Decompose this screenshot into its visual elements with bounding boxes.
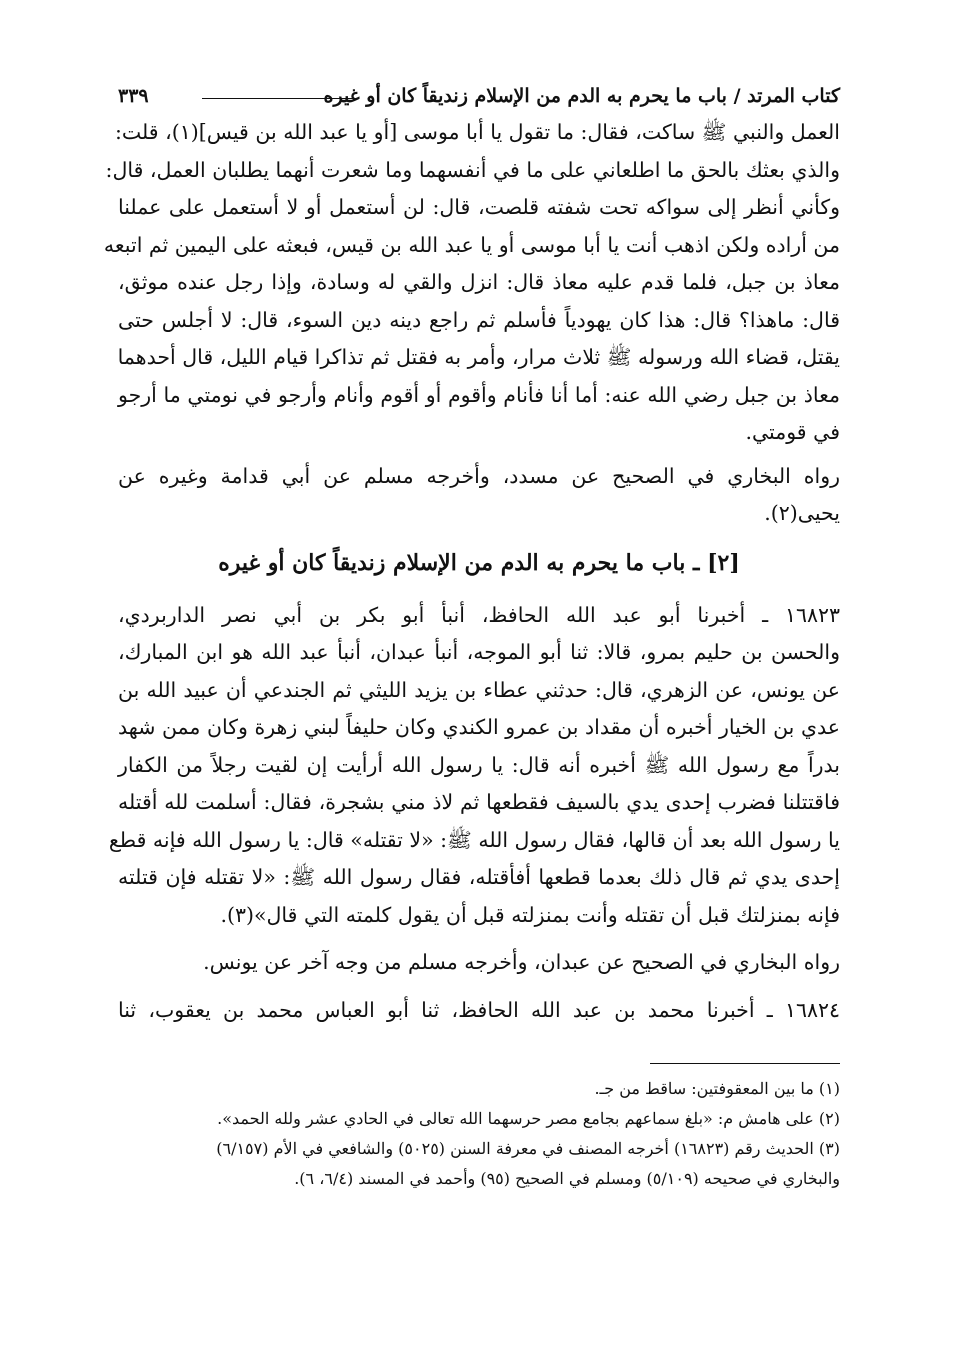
paragraph-hadith-16823 [108, 597, 840, 935]
text-line: عدي بن الخيار أخبره أن مقداد بن عمرو الكندي وكان حليفاً لبني زهرة وكان ممن شهد [118, 715, 840, 739]
footnote-divider [650, 1063, 840, 1064]
text-line: رواه البخاري في الصحيح عن عبدان، وأخرجه مسلم من وجه آخر عن يونس. [203, 950, 840, 974]
paragraph-narration-note [118, 458, 840, 533]
text-line: والذي بعثك بالحق ما اطلعاني على ما في أنفسهما وما شعرت أنهما يطلبان العمل، قال: [105, 157, 840, 182]
text-line: معاذ بن جبل رضي الله عنه: أما أنا فأنام وأقوم أو أقوم وأنام وأرجو في نومتي ما أرجو [118, 382, 840, 407]
text-line: في قومتي. [745, 420, 840, 444]
footnote-item: (١) ما بين المعقوفتين: ساقط من جـ. [594, 1079, 840, 1098]
paragraph-hadith-16824 [118, 992, 840, 1030]
footnotes [118, 1074, 840, 1194]
paragraph-hadith-continuation [103, 114, 840, 452]
running-head [118, 78, 840, 114]
text-line: ١٦٨٢٤ ـ أخبرنا محمد بن عبد الله الحافظ، ثنا أبو العباس محمد بن يعقوب، ثنا [118, 997, 840, 1022]
text-line: ١٦٨٢٣ ـ أخبرنا أبو عبد الله الحافظ، أنبأ أبو بكر بن أبي نصر الداربردي، [118, 602, 840, 627]
text-line: بدراً مع رسول الله ﷺ أخبره أنه قال: يا رسول الله أرأيت إن لقيت رجلاً من الكفار [118, 752, 840, 777]
text-line: وكأني أنظر إلى سواكه تحت شفته قلصت، قال: لن أستعمل أو لا أستعمل على عملنا [118, 195, 840, 219]
text-line: العمل والنبي ﷺ ساكت، فقال: ما تقول يا أبا موسى [أو يا عبد الله بن قيس](١)، قلت: [114, 120, 840, 144]
text-line: والحسن بن حليم بمرو، قالا: ثنا أبو الموجه، أنبأ عبدان، أنبأ عبد الله هو ابن المبارك، [118, 640, 840, 664]
text-line: إحدى يدي ثم قال ذلك بعدما قطعها أفأقتله، فقال رسول الله ﷺ: «لا تقتله فإن قتلته [118, 865, 840, 889]
text-line: من أراده ولكن اذهب أنت يا أبا موسى أو يا عبد الله بن قيس، فبعثه على اليمين ثم اتبعه [103, 232, 840, 257]
footnote-item: (٢) على هامش م: «بلغ سماعهم بجامع مصر حرسهما الله تعالى في الحادي عشر ولله الحمد». [217, 1109, 840, 1128]
text-line: قال: ماهذا؟ قال: هذا كان يهودياً فأسلم ثم راجع دينه دين السوء، قال: لا أجلس حتى [118, 307, 840, 332]
text-line: فاقتتلنا فضرب إحدى يدي بالسيف فقطعها ثم لاذ مني بشجرة، فقال: أسلمت لله أقتله [118, 790, 840, 814]
text-line: يحيى(٢). [764, 501, 840, 525]
text-line: يا رسول الله بعد أن قالها، فقال رسول الله ﷺ: «لا تقتله» قال: يا رسول الله فإنه قطع [108, 827, 840, 852]
text-line: فإنه بمنزلتك قبل أن تقتله وأنت بمنزلته قبل أن يقول كلمته التي قال»(٣). [220, 902, 840, 927]
text-line: يقتل، قضاء الله ورسوله ﷺ ثلاث مرار، وأمر به فقتل ثم تذاكرا قيام الليل، قال أحدهما [117, 345, 840, 369]
book-page [103, 78, 840, 1194]
footnote-item-continuation: والبخاري في صحيحه (٥/١٠٩) ومسلم في الصحيح (٩٥) وأحمد في المسند (٦/٤، ٦). [294, 1169, 840, 1188]
footnote-item: (٣) الحديث رقم (١٦٨٢٣) أخرجه المصنف في معرفة السنن (٥٠٢٥) والشافعي في الأم (٦/١٥٧) [216, 1139, 840, 1158]
text-line: عن يونس، عن الزهري، قال: حدثني عطاء بن يزيد الليثي ثم الجندعي أن عبيد الله بن [118, 677, 840, 702]
running-head-rule [202, 98, 358, 99]
page-number: ٣٣٩ [118, 85, 149, 107]
paragraph-narration-note-2 [118, 944, 840, 982]
text-line: رواه البخاري في الصحيح عن مسدد، وأخرجه مسلم عن أبي قدامة وغيره عن [118, 463, 840, 488]
text-line: معاذ بن جبل، فلما قدم عليه معاذ قال: انزل والقي له وسادة، وإذا رجل عنده موثق، [118, 270, 840, 294]
chapter-heading: [٢] ـ باب ما يحرم به الدم من الإسلام زنديقاً كان أو غيره [218, 549, 740, 576]
running-head-title: كتاب المرتد / باب ما يحرم به الدم من الإسلام زنديقاً كان أو غيره [323, 85, 840, 107]
